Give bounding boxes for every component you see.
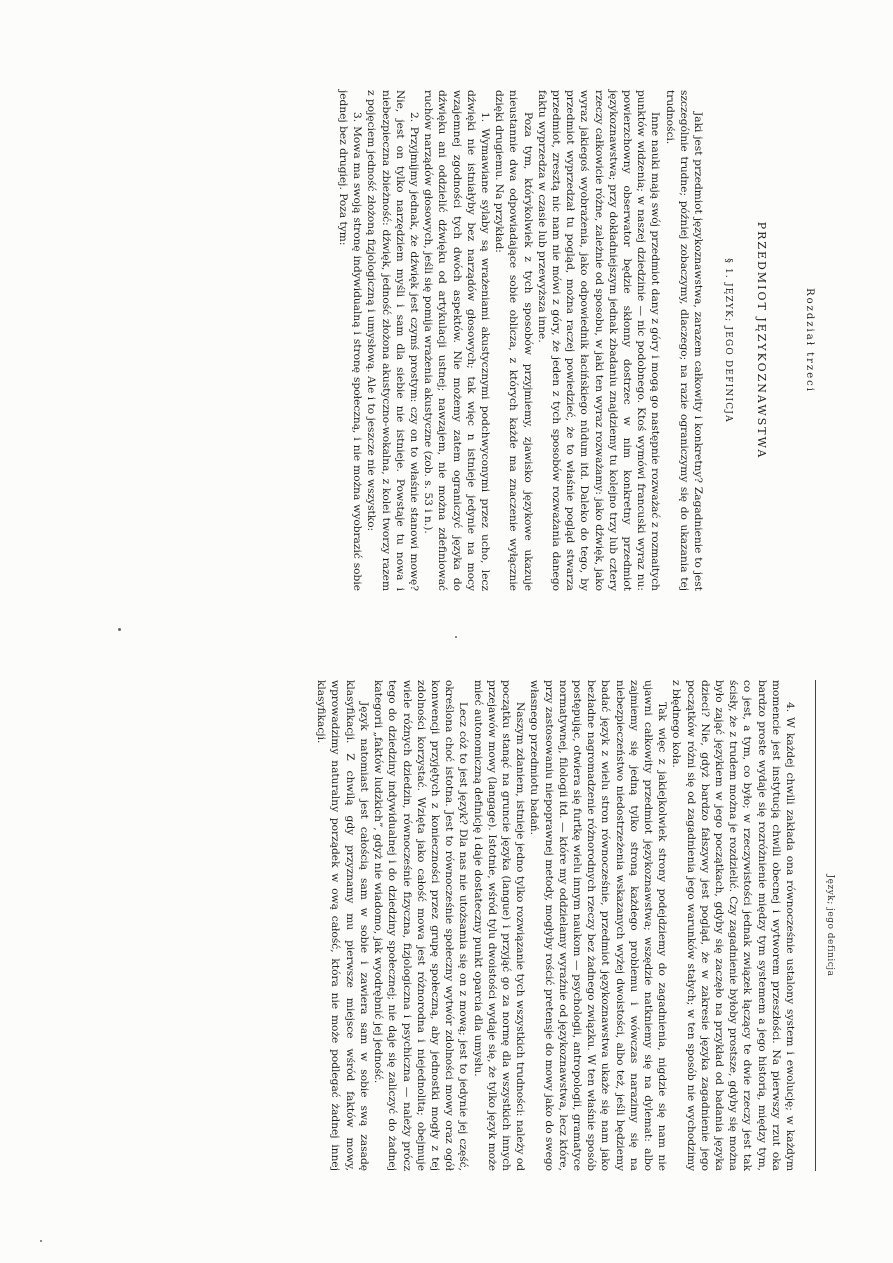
paragraph: Język natomiast jest całością sam w sobie i zawiera sam w sobie swą zasadę klasyfikacji. Z chwilą gdy przyznamy mu pierwsze miejsce wśród faktów mowy, wprowadzimy naturalny porządek w ową całość, która nie może podlegać żadnej innej klasyfikacji. xyxy=(315,680,370,1171)
paragraph: Tak więc z jakiejkolwiek strony podejdziemy do zagadnienia, nigdzie się nam nie ujawni całkowity przedmiot językoznawstwa; wszędzie natkniemy się na dylemat: albo zajmiemy się jedną tylko stroną każdego problemu i wówczas narazimy się na niebezpieczeństwo niedostrzeżenia wskazanych wyżej dwoistości, albo też, jeśli będziemy badać język z wielu stron równocześnie, przedmiot językoznawstwa ukaże się nam jako bezładne nagromadzenie różnorodnych rzeczy bez żadnego związku. W ten właśnie sposób postępując, otwiera się furtkę wielu innym naukom — psychologii, antropologii, gramatyce normatywnej, filologii itd. — które my oddzielamy wyraźnie od językoznawstwa, lecz które, przy zastosowaniu niepoprawnej metody, mogłyby rościć pretensje do mowy jako do swego własnego przedmiotu badań. xyxy=(528,680,669,1171)
running-head: Język; jego definicja xyxy=(825,874,835,977)
paragraph: 2. Przyjmijmy jednak, że dźwięk jest czymś prostym: czy on to właśnie stanowi mowę? Nie, jest on tylko narzędziem myśli i sam dla siebie nie istnieje. Powstaje tu nowa i niebezpieczna zbieżność: dźwięk, jedność złożona akustyczno-wokalna, z kolei tworzy razem z pojęciem jedność złożoną fizjologiczną i umysłową. Ale i to jeszcze nie wszystko: xyxy=(365,90,420,591)
paragraph: 3. Mowa ma swoją stronę indywidualną i stronę społeczną, i nie można wyobrazić sobie jednej bez drugiej. Poza tym: xyxy=(336,90,364,591)
header-rule xyxy=(815,680,816,1171)
paragraph: 4. W każdej chwili zakłada ona równocześnie ustalony system i ewolucję; w każdym momencie jest instytucją chwili obecnej i wytworem przeszłości. Na pierwszy rzut oka bardzo proste wydaje się rozróżnienie między tym systemem a jego historią, między tym, co jest, a tym, co było; w rzeczywistości jednak związek łączący te dwie rzeczy jest tak ścisły, że z trudem można je rozdzielić. Czy zagadnienie byłoby prostsze, gdyby się można było zająć językiem w jego początkach, gdyby się zaczęło na przykład od badania języka dzieci? Nie, gdyż bardzo fałszywy jest pogląd, że w zakresie języka zagadnienie jego początków różni się od zagadnienia jego warunków stałych; w ten sposób nie wychodzimy z błędnego koła. xyxy=(670,680,796,1171)
left-page xyxy=(0,0,893,631)
right-page xyxy=(0,632,893,1263)
speck xyxy=(118,628,121,631)
paragraph: Poza tym, którykolwiek z tych sposobów przyjmiemy, zjawisko językowe ukazuje nieustannie dwa odpowiadające sobie oblicza, z których każde ma znaczenie wyłącznie dzięki drugiemu. Na przykład: xyxy=(493,90,534,591)
chapter-title: PRZEDMIOT JĘZYKOZNAWSTWA xyxy=(755,221,768,460)
section-title: § 1. JĘZYK; JEGO DEFINICJA xyxy=(723,258,733,423)
speck xyxy=(40,1240,42,1242)
right-page-body xyxy=(314,680,797,1171)
paragraph: Inne nauki mają swój przedmiot dany z góry i mogą go następnie rozważać z rozmaitych punktów widzenia; w naszej dziedzinie — nic podobnego. Ktoś wymówi francuski wyraz nu: powierzchowny obserwator będzie skłonny dostrzec w nim konkretny przedmiot językoznawstwa; przy dokładniejszym jednak zbadaniu znajdziemy tu kolejno trzy lub cztery rzeczy całkowicie różne, zależnie od sposobu, w jaki ten wyraz rozważamy: jako dźwięk, jako wyraz jakiegoś wyobrażenia, jako odpowiednik łacińskiego nūdum itd. Daleko do tego, by przedmiot wyprzedzał tu pogląd, można raczej powiedzieć, że to właśnie pogląd stwarza przedmiot, zresztą nic nam nie mówi z góry, że jeden z tych sposobów rozważania danego faktu wyprzedza w czasie lub przewyższa inne. xyxy=(535,90,662,591)
paragraph: Jaki jest przedmiot językoznawstwa, zarazem całkowity i konkretny? Zagadnienie to jest szczególnie trudne; później zobaczymy, dlaczego; na razie ograniczymy się do ukazania tej trudności. xyxy=(663,90,704,591)
paragraph: Lecz cóż to jest język? Dla nas nie utożsamia się on z mową; jest to jedynie jej część, określona choć istotna. Jest to równocześnie społeczny wytwór zdolności mowy oraz ogół konwencji przyjętych z konieczności przez grupę społeczną, aby jednostki mogły z tej zdolności korzystać. Wzięta jako całość mowa jest różnorodna i niejednolita; obejmuje wiele różnych dziedzin, równocześnie fizyczna, fizjologiczna i psychiczna — należy prócz tego do dziedziny indywidualnej i do dziedziny społecznej; nie daje się zaliczyć do żadnej kategorii „faktów ludzkich”, gdyż nie wiadomo, jak wyodrębnić jej jedność. xyxy=(372,680,470,1171)
paragraph: 1. Wymawiane sylaby są wrażeniami akustycznymi podchwyconymi przez ucho, lecz dźwięki nie istniałyby bez narządów głosowych; tak więc n istnieje jedynie na mocy wzajemnej zgodności tych dwóch aspektów. Nie możemy zatem ograniczyć języka do dźwięku ani oddzielić dźwięku od artykulacji ustnej; nawzajem, nie można zdefiniować ruchów narządów głosowych, jeśli się pomija wrażenia akustyczne (zob. s. 53 i n.). xyxy=(422,90,491,591)
chapter-label: Rozdział trzeci xyxy=(804,288,815,393)
paragraph: Naszym zdaniem, istnieje jedno tylko rozwiązanie tych wszystkich trudności: należy od początku stanąć na gruncie języka (langue) i przyjąć go za normę dla wszystkich innych przejawów mowy (langage). Istotnie, wśród tylu dwoistości wydaje się, że tylko język może mieć autonomiczną definicję i daje dostateczny punkt oparcia dla umysłu. xyxy=(471,680,527,1171)
speck xyxy=(455,636,457,638)
